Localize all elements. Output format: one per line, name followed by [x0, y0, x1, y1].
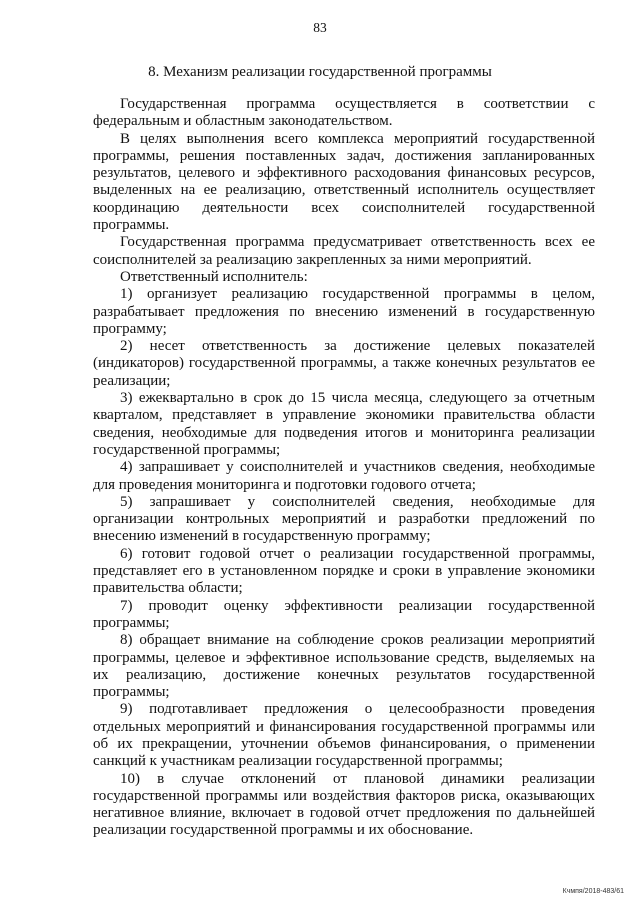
- list-item: 7) проводит оценку эффективности реализации государственной программы;: [93, 597, 595, 631]
- paragraph: Государственная программа осуществляется в соответствии с федеральным и областным законодательством.: [93, 96, 595, 130]
- paragraph: Государственная программа предусматривает ответственность всех ее соисполнителей за реализацию закрепленных за ними мероприятий.: [93, 234, 595, 268]
- list-item: 4) запрашивает у соисполнителей и участников сведения, необходимые для проведения мониторинга и подготовки годового отчета;: [93, 459, 595, 493]
- paragraph: Ответственный исполнитель:: [120, 268, 308, 285]
- footer-code: Кчмпя/2018-483/61: [562, 888, 624, 895]
- document-body: [93, 96, 595, 840]
- list-item: 2) несет ответственность за достижение целевых показателей (индикаторов) государственной программы, а также конечных результатов ее реализации;: [93, 338, 595, 389]
- section-title: 8. Механизм реализации государственной программы: [148, 64, 492, 80]
- list-item: 3) ежеквартально в срок до 15 числа месяца, следующего за отчетным кварталом, представляет в управление экономики правительства области сведения, необходимые для подведения итогов и мониторинга реализации государственной программы;: [93, 390, 595, 458]
- list-item: 10) в случае отклонений от плановой динамики реализации государственной программы или воздействия факторов риска, оказывающих негативное влияние, включает в годовой отчет предложения по дальнейшей реализации государственной программы и их обоснование.: [93, 770, 595, 839]
- page-number: 83: [313, 20, 327, 35]
- list-item: 6) готовит годовой отчет о реализации государственной программы, представляет его в установленном порядке и сроки в управление экономики правительства области;: [93, 545, 595, 597]
- list-item: 1) организует реализацию государственной программы в целом, разрабатывает предложения по внесению изменений в государственную программу;: [93, 286, 595, 337]
- list-item: 8) обращает внимание на соблюдение сроков реализации мероприятий программы, целевое и эффективное использование средств, выделяемых на их реализацию, достижение конечных результатов государственной программы;: [93, 632, 595, 701]
- paragraph: В целях выполнения всего комплекса мероприятий государственной программы, решения поставленных задач, достижения запланированных результатов, целевого и эффективного расходования финансовых ресурсов, выделенных на ее реализацию, ответственный исполнитель осуществляет координацию деятельности всех соисполнителей государственной программы.: [93, 130, 595, 234]
- list-item: 5) запрашивает у соисполнителей сведения, необходимые для организации контрольных мероприятий и разработки предложений по внесению изменений в государственную программу;: [93, 493, 595, 545]
- list-item: 9) подготавливает предложения о целесообразности проведения отдельных мероприятий и финансирования государственной программы или об их прекращении, уточнении объемов финансирования, о применении санкций к участникам реализации государственной программы;: [93, 701, 595, 770]
